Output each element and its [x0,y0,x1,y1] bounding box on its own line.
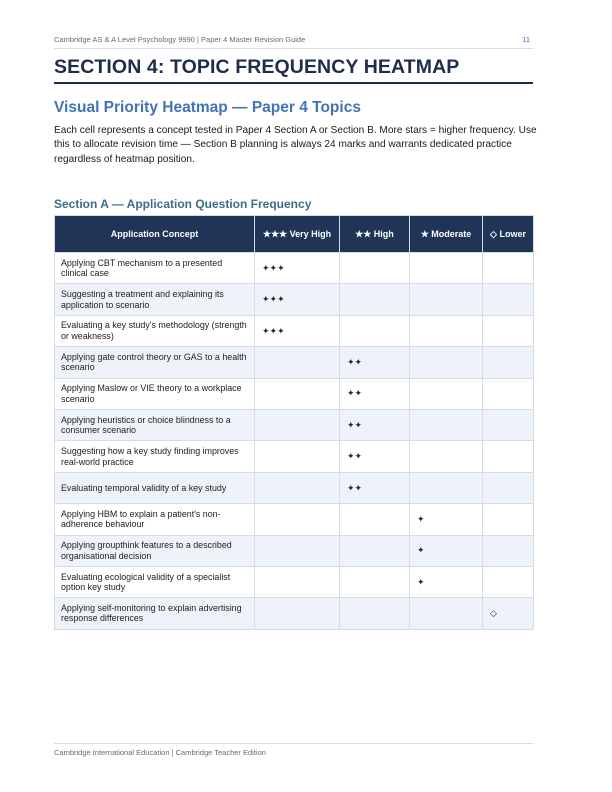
concept-cell: Applying Maslow or VIE theory to a workplace scenario [55,378,255,409]
table-row [55,566,534,597]
running-header [54,35,533,44]
concept-cell: Applying CBT mechanism to a presented clinical case [55,253,255,284]
moderate-cell [410,253,483,284]
column-header-very-high: ★★★ Very High [255,216,340,253]
high-cell: ✦✦ [340,441,410,472]
high-cell [340,315,410,346]
column-header-lower: ◇ Lower [483,216,534,253]
running-footer: Cambridge International Education | Cambridge Teacher Edition [54,748,266,757]
concept-cell: Applying gate control theory or GAS to a health scenario [55,347,255,378]
very-high-cell [255,378,340,409]
table-row [55,472,534,503]
very-high-cell: ✦✦✦ [255,315,340,346]
table-row [55,598,534,629]
table-row [55,441,534,472]
very-high-cell [255,409,340,440]
very-high-cell: ✦✦✦ [255,253,340,284]
page [54,0,537,792]
moderate-cell [410,378,483,409]
high-cell [340,566,410,597]
intro-paragraph: Each cell represents a concept tested in Paper 4 Section A or Section B. More stars = higher frequency. Use this to allocate revision time — Section B planning is always 24 marks and warrants dedicated practice regardless of heatmap position. [54,125,537,165]
moderate-cell [410,441,483,472]
high-cell: ✦✦ [340,472,410,503]
lower-cell [483,566,534,597]
very-high-cell [255,598,340,629]
concept-cell: Evaluating temporal validity of a key study [55,472,255,503]
table-row [55,284,534,315]
high-cell: ✦✦ [340,347,410,378]
very-high-cell: ✦✦✦ [255,284,340,315]
lower-cell [483,441,534,472]
very-high-cell [255,535,340,566]
lower-cell [483,253,534,284]
high-cell [340,535,410,566]
very-high-cell [255,504,340,535]
page-number: 11 [522,35,530,44]
moderate-cell [410,315,483,346]
moderate-cell [410,284,483,315]
lower-cell [483,409,534,440]
moderate-cell: ✦ [410,566,483,597]
table-header-row [55,216,534,253]
lower-cell [483,472,534,503]
table-row [55,347,534,378]
title-divider [54,82,533,84]
very-high-cell [255,472,340,503]
concept-cell: Suggesting a treatment and explaining its application to scenario [55,284,255,315]
high-cell [340,504,410,535]
lower-cell [483,535,534,566]
moderate-cell [410,472,483,503]
table-row [55,409,534,440]
concept-cell: Evaluating ecological validity of a specialist option key study [55,566,255,597]
lower-cell [483,284,534,315]
very-high-cell [255,347,340,378]
concept-cell: Suggesting how a key study finding improves real-world practice [55,441,255,472]
concept-cell: Applying heuristics or choice blindness to a consumer scenario [55,409,255,440]
concept-cell: Applying HBM to explain a patient's non-adherence behaviour [55,504,255,535]
moderate-cell: ✦ [410,535,483,566]
table-heading: Section A — Application Question Frequency [54,197,312,211]
table-row [55,535,534,566]
frequency-heatmap-table [54,215,534,630]
column-header-high: ★★ High [340,216,410,253]
moderate-cell: ✦ [410,504,483,535]
lower-cell [483,378,534,409]
very-high-cell [255,566,340,597]
high-cell: ✦✦ [340,409,410,440]
moderate-cell [410,409,483,440]
concept-cell: Applying self-monitoring to explain advertising response differences [55,598,255,629]
column-header-concept: Application Concept [55,216,255,253]
section-title: SECTION 4: TOPIC FREQUENCY HEATMAP [54,56,460,78]
table-row [55,504,534,535]
high-cell [340,598,410,629]
concept-cell: Applying groupthink features to a described organisational decision [55,535,255,566]
high-cell [340,284,410,315]
moderate-cell [410,347,483,378]
table-row [55,253,534,284]
table-row [55,378,534,409]
lower-cell [483,504,534,535]
moderate-cell [410,598,483,629]
high-cell: ✦✦ [340,378,410,409]
header-divider [54,48,533,49]
lower-cell [483,347,534,378]
header-title: Cambridge AS & A Level Psychology 9990 | Paper 4 Master Revision Guide [54,35,306,44]
column-header-moderate: ★ Moderate [410,216,483,253]
table-row [55,315,534,346]
footer-divider [54,743,533,744]
lower-cell [483,315,534,346]
lower-cell: ◇ [483,598,534,629]
concept-cell: Evaluating a key study's methodology (strength or weakness) [55,315,255,346]
very-high-cell [255,441,340,472]
subtitle: Visual Priority Heatmap — Paper 4 Topics [54,99,361,116]
high-cell [340,253,410,284]
